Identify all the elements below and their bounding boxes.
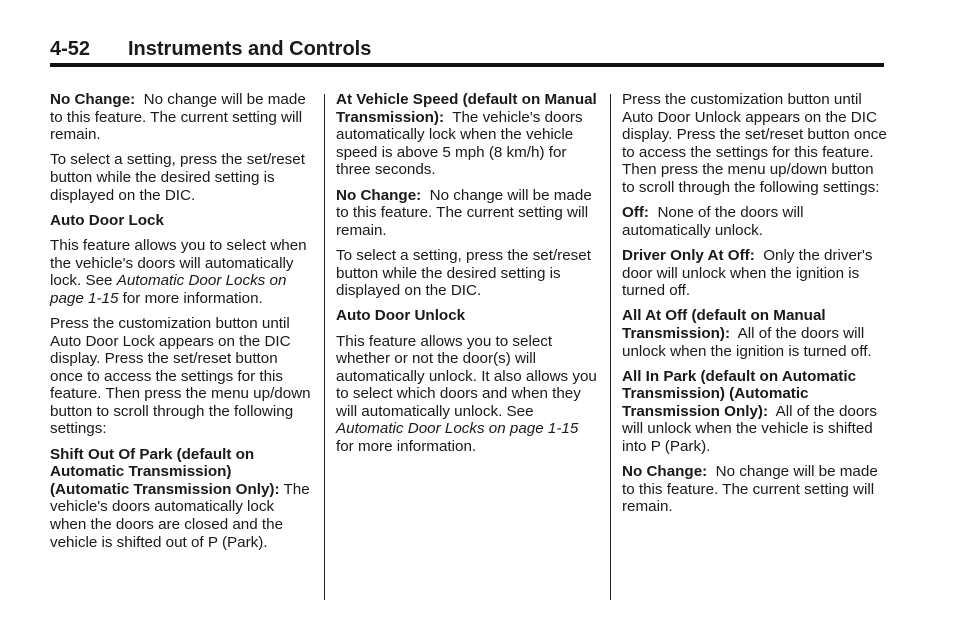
paragraph bbox=[622, 368, 888, 456]
subheading: Auto Door Unlock bbox=[336, 307, 466, 325]
term-label: Shift Out Of Park (default on Automatic Transmission) (Automatic Transmission Only): bbox=[50, 445, 280, 498]
section-title: Instruments and Controls bbox=[128, 38, 372, 60]
term-label: At Vehicle Speed (default on Manual Transmission): bbox=[336, 91, 597, 126]
paragraph bbox=[622, 463, 888, 516]
column-divider-2 bbox=[610, 94, 611, 600]
paragraph bbox=[50, 91, 312, 144]
term-label: No Change: bbox=[50, 91, 136, 108]
term-text: None of the doors will automatically unlock. bbox=[622, 204, 804, 239]
term-text: Only the driver's door will unlock when the ignition is turned off. bbox=[622, 246, 873, 300]
paragraph bbox=[622, 247, 888, 300]
header-rule bbox=[50, 63, 884, 67]
term-label: Off: bbox=[622, 204, 649, 222]
page-number: 4-52 bbox=[50, 38, 91, 60]
term-text: No change will be made to this feature. The current setting will remain. bbox=[622, 463, 878, 516]
paragraph bbox=[622, 307, 888, 360]
paragraph bbox=[50, 237, 312, 307]
term-text: The vehicle's doors automatically lock when the doors are closed and the vehicle is shifted out of P (Park). bbox=[50, 480, 310, 551]
column-3 bbox=[622, 91, 888, 524]
subheading: Auto Door Lock bbox=[50, 211, 164, 229]
paragraph-text: This feature allows you to select whether or not the door(s) will automatically unlock. It also allows you to select which doors and when they will automatically unlock. See bbox=[336, 332, 597, 420]
column-divider-1 bbox=[324, 94, 325, 600]
term-label: All At Off (default on Manual Transmission): bbox=[622, 307, 826, 342]
term-text: No change will be made to this feature. The current setting will remain. bbox=[336, 186, 592, 239]
column-2 bbox=[336, 91, 598, 463]
cross-reference: Automatic Door Locks on page 1-15 bbox=[50, 272, 287, 307]
paragraph-tail: for more information. bbox=[336, 438, 477, 456]
term-label: Driver Only At Off: bbox=[622, 246, 755, 264]
term-text: No change will be made to this feature. The current setting will remain. bbox=[50, 91, 306, 144]
paragraph-tail: for more information. bbox=[122, 289, 263, 307]
paragraph bbox=[336, 333, 598, 456]
paragraph bbox=[336, 91, 598, 179]
paragraph bbox=[622, 204, 888, 239]
paragraph-text: This feature allows you to select when the vehicle's doors will automatically lock. See bbox=[50, 236, 307, 290]
page-header bbox=[50, 38, 884, 64]
paragraph: Press the customization button until Auto Door Unlock appears on the DIC display. Press the set/reset button once to access the settings for this feature. Then press the menu up/down button to scroll through the following settings: bbox=[622, 91, 887, 196]
term-text: All of the doors will unlock when the ignition is turned off. bbox=[622, 324, 872, 360]
paragraph: To select a setting, press the set/reset button while the desired setting is displayed on the DIC. bbox=[336, 246, 591, 300]
paragraph bbox=[50, 446, 312, 552]
term-text: All of the doors will unlock when the vehicle is shifted into P (Park). bbox=[622, 402, 877, 456]
column-1 bbox=[50, 91, 312, 559]
term-label: No Change: bbox=[336, 186, 422, 204]
term-text: The vehicle's doors automatically lock when the vehicle speed is above 5 mph (8 km/h) for three seconds. bbox=[336, 108, 583, 179]
paragraph bbox=[336, 187, 598, 240]
term-label: All In Park (default on Automatic Transmission) (Automatic Transmission Only): bbox=[622, 367, 857, 420]
paragraph: Press the customization button until Auto Door Lock appears on the DIC display. Press the set/reset button once to access the settings for this feature. Then press the menu up/down button to scroll through the following settings: bbox=[50, 314, 311, 438]
term-label: No Change: bbox=[622, 463, 708, 481]
cross-reference: Automatic Door Locks on page 1-15 bbox=[336, 420, 579, 438]
paragraph: To select a setting, press the set/reset button while the desired setting is displayed on the DIC. bbox=[50, 151, 305, 204]
